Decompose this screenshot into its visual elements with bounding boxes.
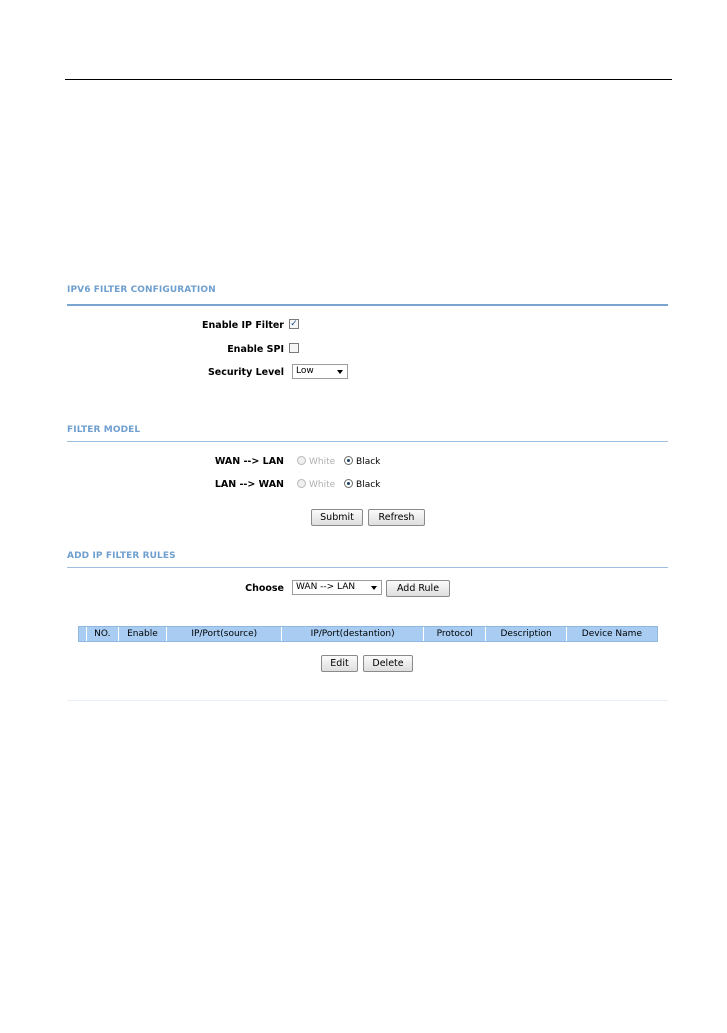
- column-header-enable: Enable: [119, 627, 168, 641]
- choose-direction-select[interactable]: [292, 580, 382, 595]
- ipv6-filter-section-rule: [67, 304, 668, 306]
- wan-to-lan-label: WAN --> LAN: [214, 456, 284, 467]
- column-header-protocol: Protocol: [424, 627, 486, 641]
- filter-rules-table-header: [78, 626, 658, 642]
- wan-to-lan-black-label: Black: [356, 457, 381, 467]
- lan-to-wan-black-radio[interactable]: [344, 479, 353, 488]
- enable-spi-checkbox[interactable]: [289, 343, 299, 353]
- page-bottom-rule: [67, 700, 668, 701]
- wan-to-lan-radio-group: [297, 456, 386, 467]
- lan-to-wan-radio-group: [297, 479, 386, 490]
- add-rules-section-title: ADD IP FILTER RULES: [67, 551, 176, 561]
- filter-model-section-title: FILTER MODEL: [67, 425, 141, 435]
- wan-to-lan-black-radio[interactable]: [344, 456, 353, 465]
- add-rules-section-rule: [67, 567, 668, 568]
- page-top-rule: [65, 79, 672, 80]
- lan-to-wan-white-label: White: [309, 480, 336, 490]
- wan-to-lan-white-radio[interactable]: [297, 456, 306, 465]
- delete-button[interactable]: Delete: [363, 655, 413, 672]
- ipv6-filter-section-title: IPV6 FILTER CONFIGURATION: [67, 285, 216, 295]
- chevron-down-icon: [337, 370, 343, 374]
- security-level-select[interactable]: [292, 364, 348, 379]
- security-level-label: Security Level: [207, 367, 284, 378]
- choose-label: Choose: [245, 583, 284, 594]
- checkmark-icon: ✓: [290, 319, 298, 329]
- lan-to-wan-label: LAN --> WAN: [214, 479, 284, 490]
- enable-spi-label: Enable SPI: [227, 344, 284, 355]
- submit-button[interactable]: Submit: [311, 509, 363, 526]
- choose-direction-value: WAN --> LAN: [296, 582, 356, 592]
- enable-ip-filter-checkbox[interactable]: [289, 319, 299, 329]
- chevron-down-icon: [371, 586, 377, 590]
- lan-to-wan-white-radio[interactable]: [297, 479, 306, 488]
- column-header-no: NO.: [87, 627, 119, 641]
- filter-model-section-rule: [67, 441, 668, 442]
- wan-to-lan-white-label: White: [309, 457, 336, 467]
- column-header-source: IP/Port(source): [167, 627, 282, 641]
- column-header-device-name: Device Name: [581, 629, 642, 639]
- security-level-value: Low: [296, 366, 314, 376]
- edit-button[interactable]: Edit: [321, 655, 358, 672]
- refresh-button[interactable]: Refresh: [368, 509, 425, 526]
- column-header-description: Description: [486, 627, 566, 641]
- enable-ip-filter-label: Enable IP Filter: [202, 320, 284, 331]
- lan-to-wan-black-label: Black: [356, 480, 381, 490]
- add-rule-button[interactable]: Add Rule: [386, 580, 450, 597]
- column-header-destination: IP/Port(destantion): [282, 627, 424, 641]
